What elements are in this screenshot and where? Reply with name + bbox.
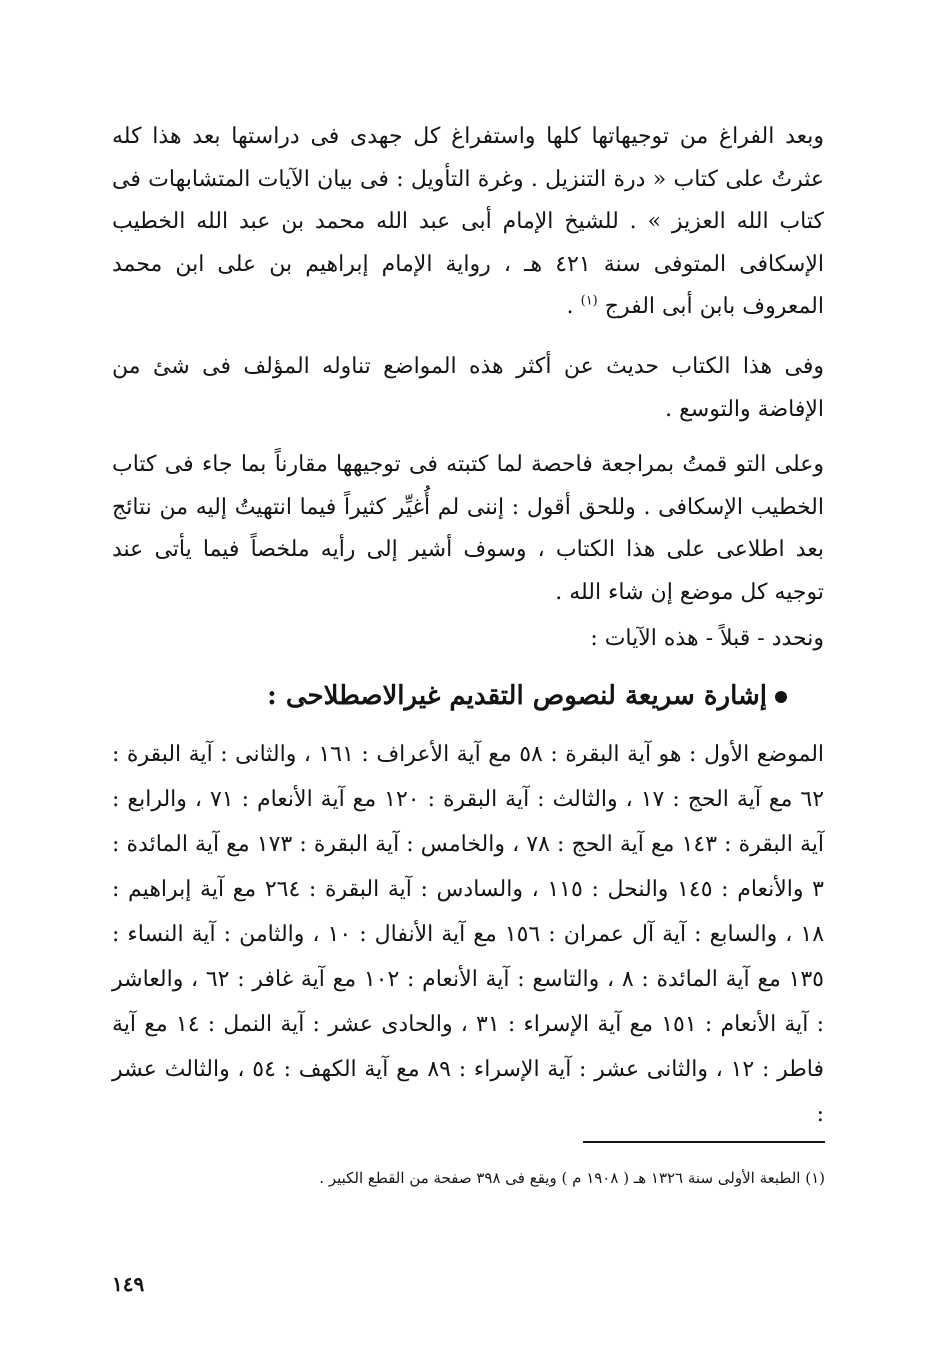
footnote: (١) الطبعة الأولى سنة ١٣٢٦ هـ ( ١٩٠٨ م ) ويقع فى ٣٩٨ صفحة من القطع الكبير . (319, 1169, 825, 1187)
paragraph-book-content: وفى هذا الكتاب حديث عن أكثر هذه المواضع تناوله المؤلف فى شئ من الإفاضة والتوسع . (112, 354, 824, 422)
paragraph-verses-intro: ونحدد - قبلاً - هذه الآيات : (590, 626, 824, 651)
footnote-reference: (١) (580, 293, 598, 309)
paragraph-text: وبعد الفراغ من توجيهاتها كلها واستفراغ كل جهدى فى دراستها بعد هذا كله عثرتُ على كتاب « درة التنزيل . وغرة التأويل : فى بيان الآيات المتشابهات فى كتاب الله العزيز » . للشيخ الإمام أبى عبد الله محمد بن عبد الله الخطيب الإسكافى المتوفى سنة ٤٢١ هـ ، رواية الإمام إبراهيم بن على ابن محمد المعروف بابن أبى الفرج (112, 124, 824, 319)
section-heading-text: إشارة سريعة لنصوص التقديم غيرالاصطلاحى : (267, 681, 767, 711)
page-number: ١٤٩ (112, 1272, 145, 1296)
paragraph-review: وعلى التو قمتُ بمراجعة فاحصة لما كتبته فى توجيهها مقارناً بما جاء فى كتاب الخطيب الإسكافى . وللحق أقول : إننى لم أُغيِّر كثيراً فيما انتهيتُ إليه من نتائج بعد اطلاعى على هذا الكتاب ، وسوف أشير إلى رأيه ملخصاً فيما يأتى عند توجيه كل موضع إن شاء الله . (112, 452, 824, 605)
paragraph-verse-list: الموضع الأول : هو آية البقرة : ٥٨ مع آية الأعراف : ١٦١ ، والثانى : آية البقرة : ٦٢ مع آية الحج : ١٧ ، والثالث : آية البقرة : ١٢٠ مع آية الأنعام : ٧١ ، والرابع : آية البقرة : ١٤٣ مع آية الحج : ٧٨ ، والخامس : آية البقرة : ١٧٣ مع آية المائدة : ٣ والأنعام : ١٤٥ والنحل : ١١٥ ، والسادس : آية البقرة : ٢٦٤ مع آية إبراهيم : ١٨ ، والسابع : آية آل عمران : ١٥٦ مع آية الأنفال : ١٠ ، والثامن : آية النساء : ١٣٥ مع آية المائدة : ٨ ، والتاسع : آية الأنعام : ١٠٢ مع آية غافر : ٦٢ ، والعاشر : آية الأنعام : ١٥١ مع آية الإسراء : ٣١ ، والحادى عشر : آية النمل : ١٤ مع آية فاطر : ١٢ ، والثانى عشر : آية الإسراء : ٨٩ مع آية الكهف : ٥٤ ، والثالث عشر : (112, 742, 825, 1127)
section-heading (267, 674, 787, 718)
footnote-divider (583, 1141, 825, 1143)
paragraph-end: . (566, 294, 581, 319)
bullet-icon (775, 691, 787, 703)
paragraph-discovery-of-book (112, 116, 824, 329)
